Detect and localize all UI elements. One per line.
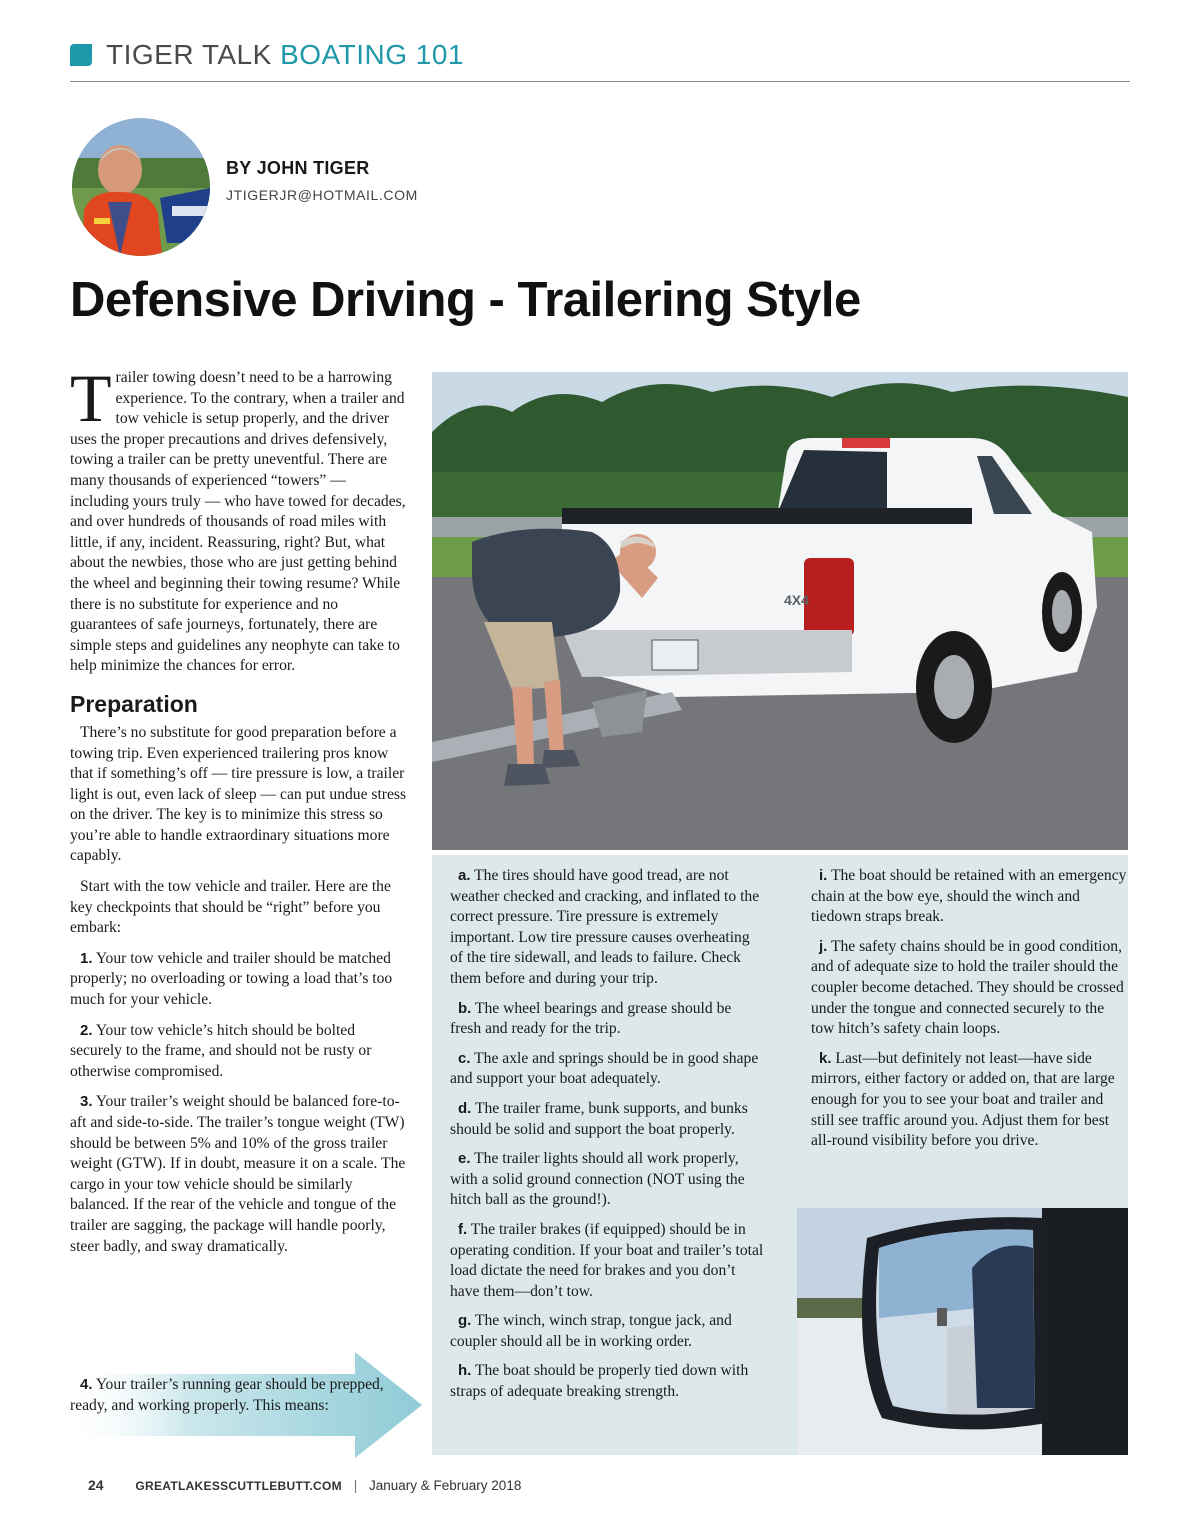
checklist-letter: a. [458,867,471,884]
checklist-text: The winch, winch strap, tongue jack, and coupler should all be in working order. [450,1312,732,1350]
preparation-paragraph-1: There’s no substitute for good preparation before a towing trip. Even experienced trailering pros know that if something’s off — tire pressure is low, a trailer light is out, even lack of sleep — can put undue stress on the driver. The key is to minimize this stress so you’re able to handle extraordinary situations more capably. [70,723,407,865]
checkpoint-text: Your tow vehicle’s hitch should be bolted securely to the frame, and should not be rusty or otherwise compromised. [70,1021,372,1080]
checklist-letter: j. [819,937,828,955]
intro-text: railer towing doesn’t need to be a harrowing experience. To the contrary, when a trailer and tow vehicle is setup properly, and the driver uses the proper precautions and drives defensively, towing a trailer can be pretty uneventful. There are many thousands of experienced “towers” — including yours truly — who have towed for decades, and over hundreds of thousands of road miles with little, if any, incident. Reassuring, right? But, what about the newbies, those who are just getting behind the wheel and beginning their towing resume? While there is no substitute for experience and no guarantees of safe journeys, fortunately, there are simple steps and guidelines any neophyte can take to help minimize the chances for error. [70,369,406,675]
checkpoint-number: 4. [80,1376,93,1393]
checklist-text: The boat should be retained with an emergency chain at the bow eye, should the winch and tiedown straps break. [811,867,1127,926]
checklist-item [450,1311,766,1352]
section-title-accent: BOATING 101 [280,39,464,70]
checkpoint-item [70,1021,408,1083]
checklist-item [450,1361,766,1402]
checklist-text: The trailer brakes (if equipped) should be in operating condition. If your boat and trailer’s total load dictate the need for brakes and you don’t have them—don’t tow. [450,1220,764,1300]
article-title: Defensive Driving - Trailering Style [70,273,861,327]
checklist-item [450,1149,766,1211]
page-number: 24 [88,1477,104,1493]
checklist-item [450,1220,766,1302]
checkpoint-item [70,949,408,1011]
checklist-item [811,1049,1129,1152]
checkpoint-number: 1. [80,949,93,967]
footer-separator: | [353,1478,358,1493]
checklist-column-1 [450,866,766,1412]
checklist-text: The boat should be properly tied down with straps of adequate breaking strength. [450,1362,749,1401]
checklist-item [811,866,1129,928]
checkpoint-item [70,1092,408,1257]
checkpoint-number: 2. [80,1021,93,1039]
preparation-paragraph-2: Start with the tow vehicle and trailer. Here are the key checkpoints that should be “right” before you embark: [70,878,391,937]
issue-date: January & February 2018 [369,1478,522,1493]
drop-cap: T [70,360,112,436]
author-avatar [72,118,210,256]
author-name: BY JOHN TIGER [226,158,370,178]
section-marker-icon [70,44,92,66]
checkpoint-text: Your tow vehicle and trailer should be matched properly; no overloading or towing a load that’s too much for your vehicle. [70,949,393,1009]
checklist-item [450,999,766,1040]
checklist-text: The wheel bearings and grease should be fresh and ready for the trip. [450,999,732,1038]
checkpoint-text: Your trailer’s weight should be balanced fore-to-aft and side-to-side. The trailer’s tongue weight (TW) should be between 5% and 10% of the gross trailer weight (GTW). If in doubt, measure it on a scale. The cargo in your tow vehicle should be similarly balanced. If the rear of the vehicle and tongue of the trailer are sagging, the package will handle poorly, steer badly, and sway dramatically. [70,1093,406,1255]
section-header [70,38,1130,82]
checklist-letter: f. [458,1220,468,1238]
checklist-item [811,937,1129,1040]
checklist-text: Last—but definitely not least—have side mirrors, either factory or added on, that are large enough for you to see your boat and trailer and still see traffic around you. Adjust them for best all-round visibility before you drive. [811,1049,1115,1150]
checklist-letter: g. [458,1312,472,1330]
intro-paragraph [70,360,408,677]
checklist-text: The trailer lights should all work properly, with a solid ground connection (NOT using the hitch ball as the ground!). [450,1150,745,1209]
checkpoint-item [70,1375,400,1416]
section-title [106,38,464,72]
checklist-letter: b. [458,999,472,1017]
checklist-text: The tires should have good tread, are not weather checked and cracking, and inflated to the correct pressure. Tire pressure is extremely important. Low tire pressure causes overheating of the tire sidewall, and leads to failure. Check them before and during your trip. [450,867,760,987]
publication-site: GREATLAKESSCUTTLEBUTT.COM [135,1479,342,1493]
page-footer [88,1477,521,1493]
checklist-letter: e. [458,1150,471,1168]
checkpoint-text: Your trailer’s running gear should be prepped, ready, and working properly. This means: [70,1376,384,1414]
checklist-letter: k. [819,1049,832,1067]
section-title-plain: TIGER TALK [106,39,272,70]
side-mirror-photo [797,1208,1128,1455]
truck-trailer-photo [432,372,1128,850]
preparation-heading: Preparation [70,690,198,717]
left-column [70,360,408,1257]
checkpoint-number: 3. [80,1093,93,1111]
checklist-text: The trailer frame, bunk supports, and bunks should be solid and support the boat properly. [450,1099,748,1138]
checklist-column-2 [811,866,1129,1161]
checklist-text: The axle and springs should be in good shape and support your boat adequately. [450,1049,759,1088]
truck-badge: 4X4 [784,592,809,608]
checklist-text: The safety chains should be in good condition, and of adequate size to hold the trailer should the coupler become detached. They should be crossed under the tongue and connected securely to the tow hitch’s safety chain loops. [811,937,1124,1038]
checklist-letter: c. [458,1049,471,1067]
checklist-item [450,1099,766,1140]
checklist-item [450,866,766,990]
author-email: JTIGERJR@HOTMAIL.COM [226,187,418,203]
checklist-item [450,1049,766,1090]
checklist-letter: d. [458,1099,472,1117]
checklist-letter: i. [819,867,828,884]
checklist-letter: h. [458,1362,472,1380]
byline [226,158,418,203]
